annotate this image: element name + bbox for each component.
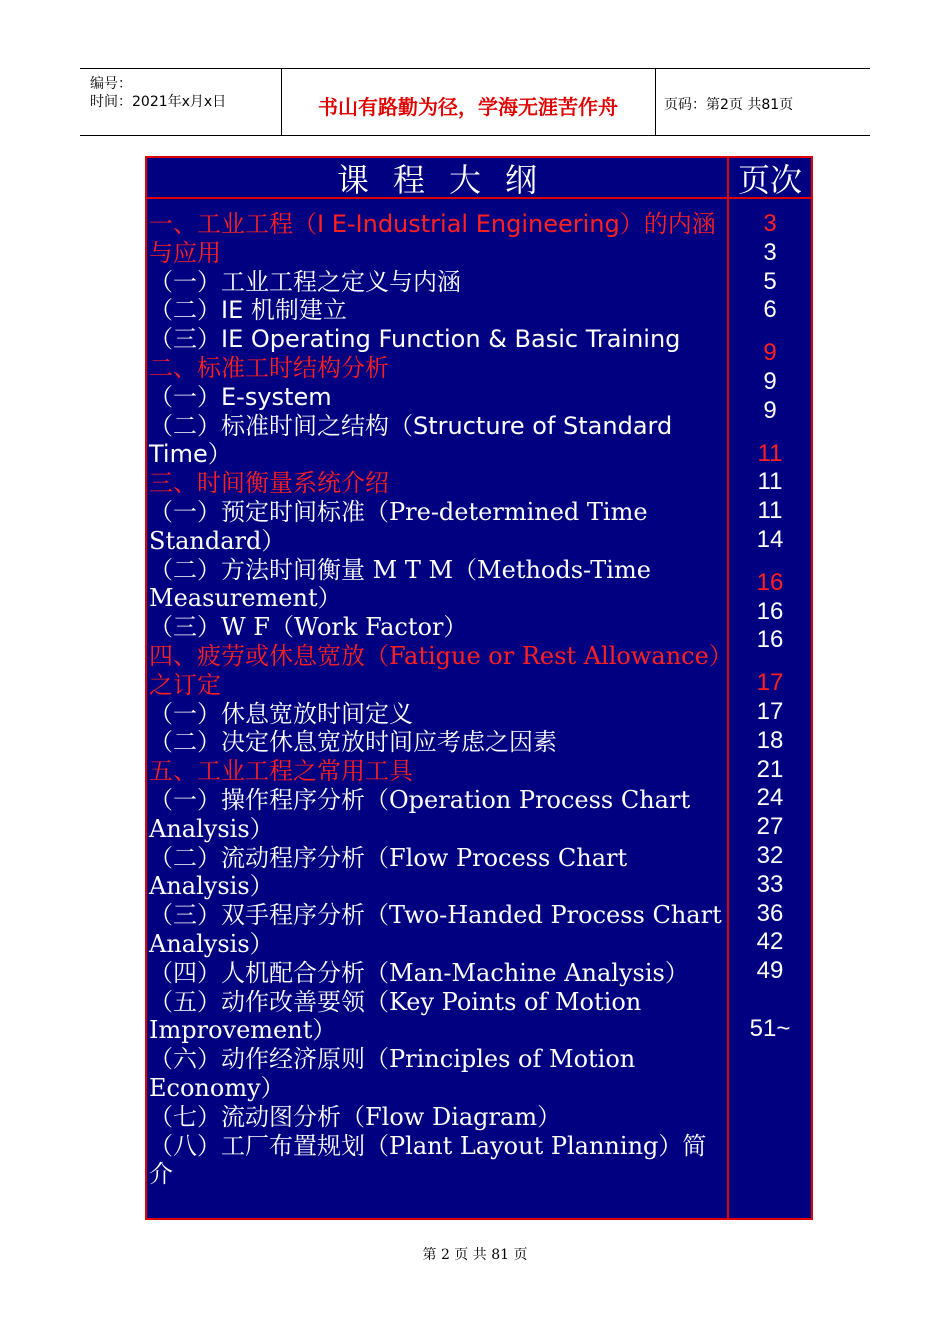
header-info-cell [80,69,282,135]
page-number: 9 [763,396,777,424]
outline-subitem: （四）人机配合分析（Man-Machine Analysis） [149,958,689,987]
page-number: 16 [756,626,784,654]
number-label: 编号： [90,76,132,92]
outline-subitem: （二）标准时间之结构（Structure of Standard Time） [149,411,673,469]
page-number: 6 [763,296,777,324]
page-number: 3 [763,238,777,266]
page-number: 16 [756,597,784,625]
page-number: 3 [763,210,777,237]
outline-section-heading: 一、工业工程（I E-Industrial Engineering）的内涵与应用 [149,210,716,267]
header-page-cell [656,69,870,135]
page-number: 27 [756,813,784,841]
page-number: 49 [756,957,784,985]
page-number: 42 [756,928,784,956]
outline-section-heading: 五、工业工程之常用工具 [149,757,413,786]
page-number: 18 [756,726,784,754]
outline-subitem: （七）流动图分析（Flow Diagram） [149,1102,562,1131]
outline-section-heading: 三、时间衡量系统介绍 [149,469,389,498]
outline-subitem: （二）决定休息宽放时间应考虑之因素 [149,728,557,757]
outline-title: 课程大纲 [336,161,561,199]
page-number: 36 [756,899,784,927]
outline-subitem: （三）IE Operating Function & Basic Training [149,325,681,354]
page-number: 11 [757,497,783,525]
page-number: 24 [756,784,784,812]
page-number: 5 [763,267,777,295]
outline-subitem: （三）双手程序分析（Two-Handed Process Chart Analysis） [149,901,722,958]
page-number: 9 [763,367,777,395]
outline-subitem: （五）动作改善要领（Key Points of Motion Improvement） [149,987,642,1045]
outline-subitem: （三）W F（Work Factor） [149,613,468,642]
page-number: 9 [763,339,777,367]
page-column-header: 页次 [737,161,802,199]
outline-subitem: （六）动作经济原则（Principles of Motion Economy） [149,1045,636,1102]
page-header [80,68,870,136]
outline-subitem: （一）工业工程之定义与内涵 [149,267,461,296]
outline-entries [149,210,727,1189]
page-numbers [729,210,811,1044]
page-number: 21 [756,755,784,783]
page-number: 17 [756,697,784,725]
header-motto-cell [281,69,656,135]
page-number: 33 [756,870,784,898]
page-number: 11 [757,439,783,467]
page-number: 32 [756,841,784,869]
outline-subitem: （二）IE 机制建立 [149,296,347,325]
page-number: 14 [756,525,784,553]
outline-subitem: （一）休息宽放时间定义 [149,699,413,728]
page-number: 17 [756,669,784,697]
page-footer: 第 2 页 共 81 页 [422,1247,528,1263]
outline-subitem: （八）工厂布置规划（Plant Layout Planning）简介 [149,1131,707,1189]
outline-subitem: （二）方法时间衡量 M T M（Methods-Time Measurement） [149,555,651,613]
outline-subitem: （一）E-system [149,382,332,411]
outline-section-heading: 四、疲劳或休息宽放（Fatigue or Rest Allowance）之订定 [149,641,721,699]
time-label: 时间：2021年x月x日 [90,94,227,110]
outline-subitem: （一）预定时间标准（Pre-determined Time Standard） [149,497,648,555]
outline-subitem: （一）操作程序分析（Operation Process Chart Analysis） [149,785,691,843]
page-number: 51~ [749,1014,791,1042]
page-label: 页码：第2页 共81页 [664,97,794,113]
page-number: 11 [757,468,783,496]
motto: 书山有路勤为径，学海无涯苦作舟 [318,95,618,119]
outline-subitem: （二）流动程序分析（Flow Process Chart Analysis） [149,843,628,901]
page-number: 16 [756,568,784,596]
outline-section-heading: 二、标准工时结构分析 [149,353,389,382]
